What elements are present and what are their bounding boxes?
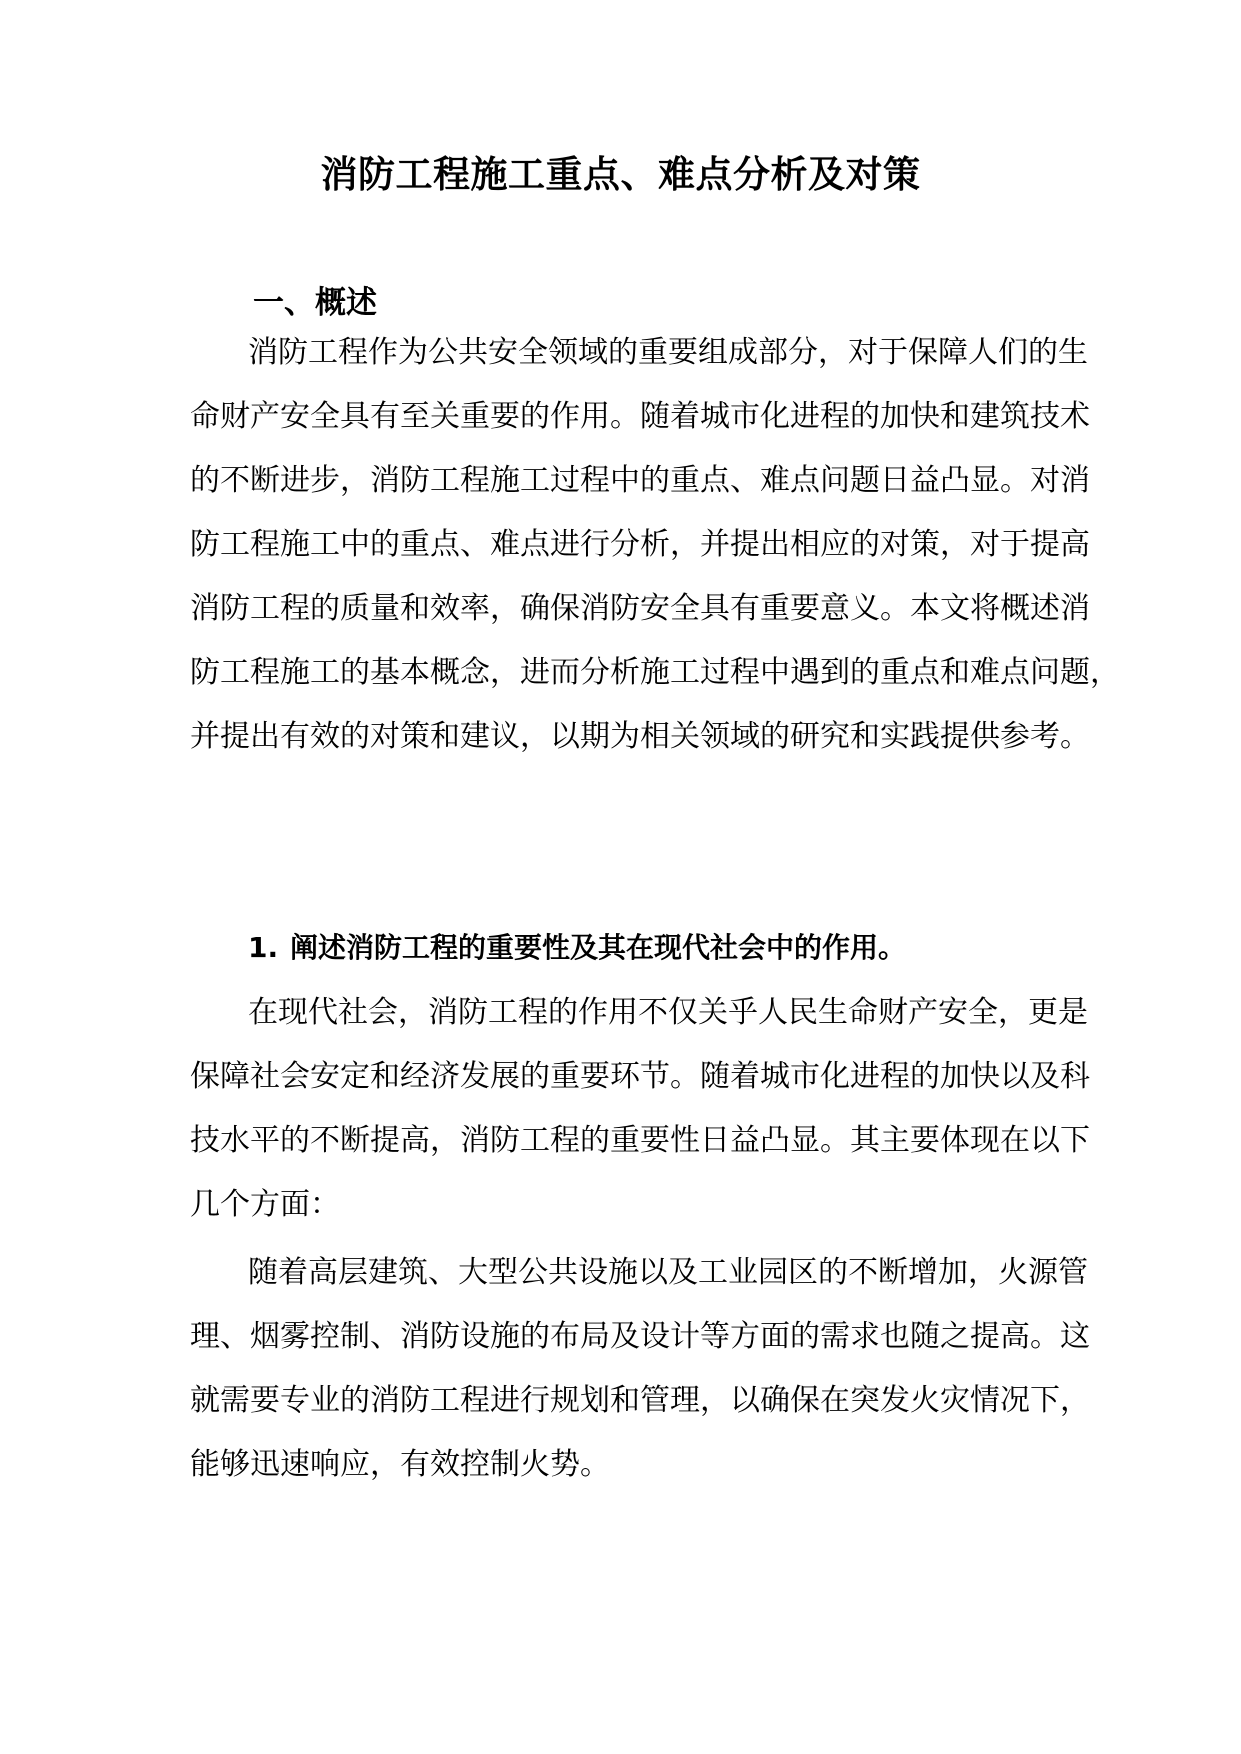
paragraph-line: 几个方面： (190, 1187, 340, 1222)
paragraph-line: 随着高层建筑、大型公共设施以及工业园区的不断增加，火源管 (248, 1255, 1088, 1290)
paragraph-line: 消防工程的质量和效率，确保消防安全具有重要意义。本文将概述消 (190, 591, 1090, 626)
paragraph-line: 就需要专业的消防工程进行规划和管理，以确保在突发火灾情况下， (190, 1383, 1090, 1418)
paragraph-line: 防工程施工的基本概念，进而分析施工过程中遇到的重点和难点问题， (190, 655, 1120, 690)
paragraph-line: 能够迅速响应，有效控制火势。 (190, 1447, 610, 1482)
paragraph-line: 消防工程作为公共安全领域的重要组成部分，对于保障人们的生 (248, 335, 1088, 370)
paragraph-line: 命财产安全具有至关重要的作用。随着城市化进程的加快和建筑技术 (190, 399, 1090, 434)
subsection-number: 1. (248, 931, 279, 964)
paragraph-line: 的不断进步，消防工程施工过程中的重点、难点问题日益凸显。对消 (190, 463, 1090, 498)
paragraph-line: 保障社会安定和经济发展的重要环节。随着城市化进程的加快以及科 (190, 1059, 1090, 1094)
paragraph-line: 防工程施工中的重点、难点进行分析，并提出相应的对策，对于提高 (190, 527, 1090, 562)
subsection-heading-text: 阐述消防工程的重要性及其在现代社会中的作用。 (290, 931, 907, 964)
paragraph-line: 技水平的不断提高，消防工程的重要性日益凸显。其主要体现在以下 (190, 1123, 1090, 1158)
section-heading-overview: 一、概述 (253, 285, 377, 321)
paragraph-line: 理、烟雾控制、消防设施的布局及设计等方面的需求也随之提高。这 (190, 1319, 1090, 1354)
document-title: 消防工程施工重点、难点分析及对策 (320, 153, 921, 196)
paragraph-line: 并提出有效的对策和建议，以期为相关领域的研究和实践提供参考。 (190, 719, 1090, 754)
paragraph-line: 在现代社会，消防工程的作用不仅关乎人民生命财产安全，更是 (248, 995, 1088, 1030)
subsection-heading (248, 926, 906, 970)
